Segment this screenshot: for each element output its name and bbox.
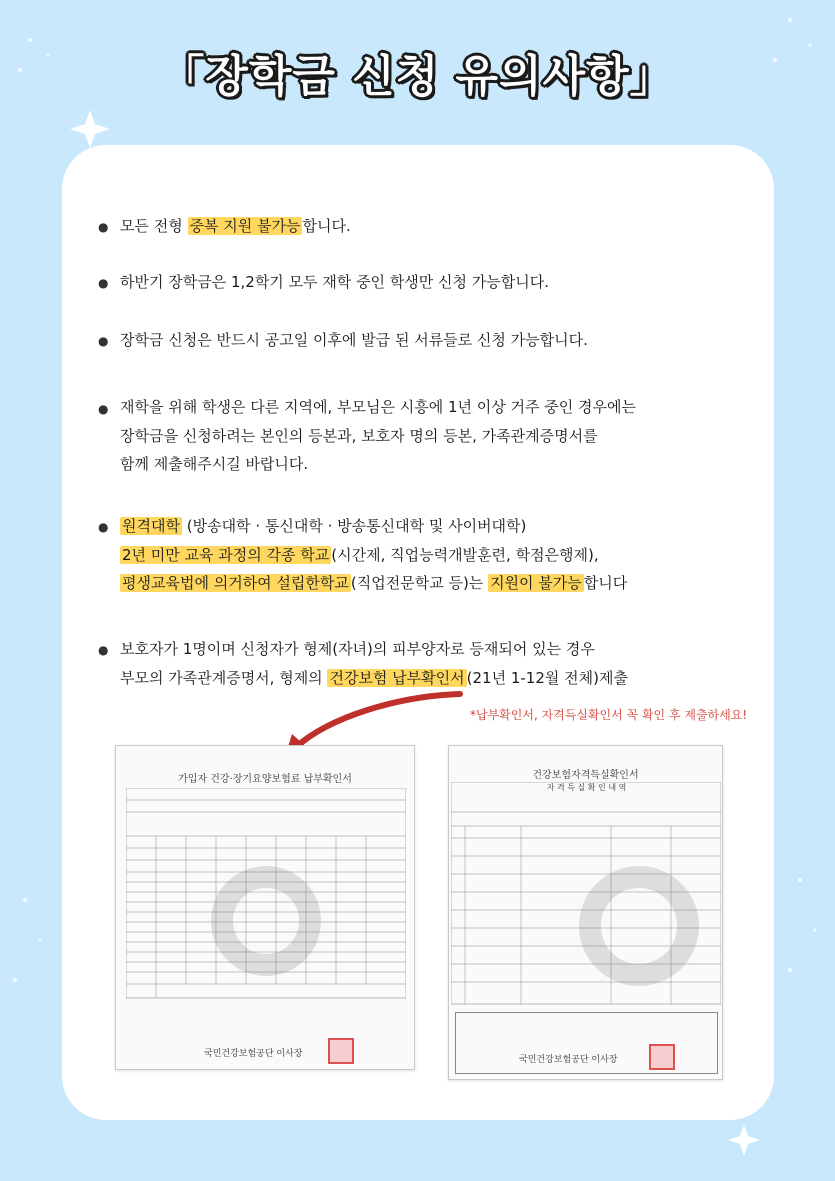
text-span: 하반기 장학금은 1,2학기 모두 재학 중인 학생만 신청 가능합니다. (120, 273, 550, 291)
sparkle-icon (728, 1125, 760, 1156)
notice-item (120, 512, 627, 598)
notice-item: 재학을 위해 학생은 다른 지역에, 부모님은 시흥에 1년 이상 거주 중인 경우에는 장학금을 신청하려는 본인의 등본과, 보호자 명의 등본, 가족관계증명서를 함께 제출해주시길 바랍니다. (120, 398, 636, 473)
payment-certificate-image: 가입자 건강·장기요양보험료 납부확인서 국민건강보험공단 이사장 (115, 745, 415, 1070)
bullet-icon: ● (98, 520, 109, 534)
text-span: (방송대학 · 통신대학 · 방송통신대학 및 사이버대학) (181, 517, 527, 535)
notice-item (120, 635, 628, 692)
watermark-seal (579, 866, 699, 986)
red-seal-stamp (328, 1038, 354, 1064)
highlighted-text: 평생교육법에 의거하여 설립한학교 (122, 574, 349, 592)
text-span: 장학금 신청은 반드시 공고일 이후에 발급 된 서류들로 신청 가능합니다. (120, 331, 588, 349)
notice-item (120, 212, 351, 241)
text-span: 합니다. (302, 217, 351, 235)
watermark-seal (211, 866, 321, 976)
text-span: 모든 전형 (120, 217, 188, 235)
text-span: (직업전문학교 등)는 (350, 574, 489, 592)
highlighted-text: 원격대학 (122, 517, 180, 535)
notice-item (120, 326, 588, 355)
text-line (120, 512, 627, 541)
text-line (120, 569, 627, 598)
bullet-icon: ● (98, 643, 109, 657)
highlighted-text: 지원이 불가능 (490, 574, 582, 592)
text-line (120, 541, 627, 570)
highlighted-text: 건강보험 납부확인서 (329, 668, 465, 687)
sparkle-icon (70, 110, 110, 148)
bullet-icon: ● (98, 276, 109, 290)
eligibility-certificate-image: 건강보험자격득실확인서 자 격 득 실 확 인 내 역 국민건강보험공단 이사장 (448, 745, 723, 1080)
text-span: 합니다 (583, 574, 628, 592)
text-span: 부모의 가족관계증명서, 형제의 (120, 668, 328, 687)
highlighted-text: 중복 지원 불가능 (189, 217, 301, 235)
text-span: (시간제, 직업능력개발훈련, 학점은행제), (331, 545, 599, 564)
text-span: 보호자가 1명이며 신청자가 형제(자녀)의 피부양자로 등재되어 있는 경우 (120, 640, 595, 658)
page-title: 「장학금 신청 유의사항」 (160, 51, 675, 102)
text-line (120, 635, 628, 664)
bullet-icon: ● (98, 402, 109, 416)
red-note: *납부확인서, 자격득실확인서 꼭 확인 후 제출하세요! (470, 708, 748, 722)
notice-item (120, 268, 549, 297)
red-seal-stamp (649, 1044, 675, 1070)
highlighted-text: 2년 미만 교육 과정의 각종 학교 (122, 545, 330, 564)
bullet-icon: ● (98, 334, 109, 348)
bullet-icon: ● (98, 220, 109, 234)
text-span: (21년 1-12월 전체)제출 (466, 668, 628, 687)
